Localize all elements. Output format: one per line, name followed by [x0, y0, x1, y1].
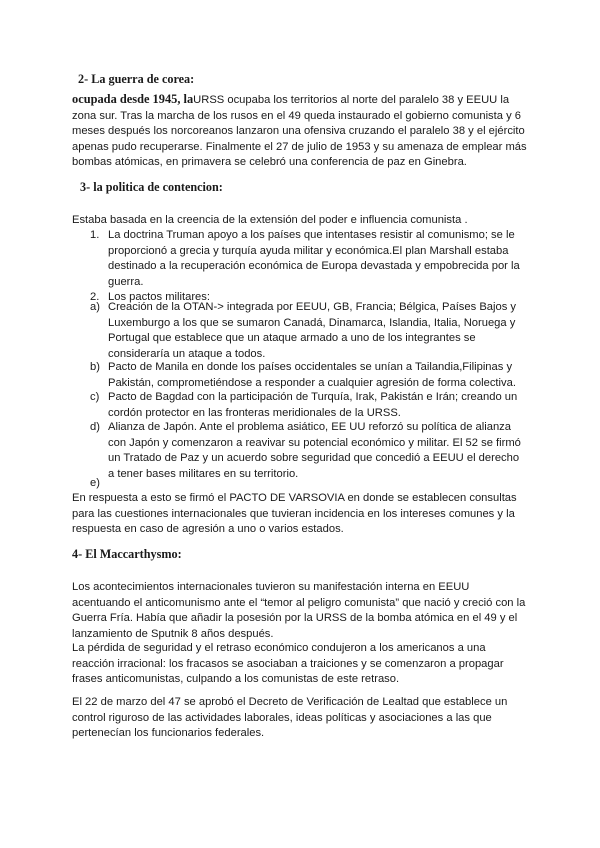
list-marker: a) — [90, 301, 100, 313]
list-marker: 1. — [90, 229, 100, 241]
section-heading-korea-war: 2- La guerra de corea: — [78, 72, 195, 86]
list-item-manila: Pacto de Manila en donde los países occidentales se unían a Tailandia,Filipinas y Pakistán, comprometiéndose a responder a cualquier agresión de forma colectiva. — [108, 361, 516, 389]
containment-intro: Estaba basada en la creencia de la extensión del poder e influencia comunista . — [72, 214, 468, 226]
korea-war-text: URSS ocupaba los territorios al norte del paralelo 38 y EEUU la zona sur. Tras la marcha de los rusos en el 49 queda instaurado el gobierno comunista y 6 meses después los norcoreanos lanzaron una ofensiva cruzando el paralelo 38 y el ejército apenas pudo recuperarse. Finalmente el 27 de julio de 1953 y su amenaza de emplear más bombas atómicas, en primavera se celebró una conferencia de paz en Ginebra. — [72, 94, 527, 169]
maccarthysmo-paragraph-1: Los acontecimientos internacionales tuvieron su manifestación interna en EEUU acentuando el anticomunismo ante el “temor al peligro comunista” que nació y creció con la Guerra Fría. Había que añadir la posesión por la URSS de la bomba atómica en el 49 y el lanzamiento de Sputnik 8 años después. — [72, 581, 526, 640]
list-marker: b) — [90, 361, 100, 373]
list-marker: 2. — [90, 291, 100, 303]
list-marker: d) — [90, 421, 100, 433]
korea-war-lead-bold: ocupada desde 1945, la — [72, 92, 194, 106]
maccarthysmo-paragraph-2: La pérdida de seguridad y el retraso económico condujeron a los americanos a una reacción irracional: los fracasos se asociaban a traiciones y se comenzaron a propagar frases anticomunistas, culpando a los comunistas de este retraso. — [72, 642, 504, 686]
list-item-military-pacts: Los pactos militares: — [108, 291, 210, 303]
korea-war-paragraph — [72, 92, 528, 171]
list-item-bagdad: Pacto de Bagdad con la participación de Turquía, Irak, Pakistán e Irán; creando un cordón protector en las fronteras meridionales de la URSS. — [108, 391, 518, 419]
maccarthysmo-paragraph-3: El 22 de marzo del 47 se aprobó el Decreto de Verificación de Lealtad que establece un control riguroso de las actividades laborales, ideas políticas y asociaciones a las que pertenecían los funcionarios federales. — [72, 696, 508, 740]
section-heading-containment-policy: 3- la politica de contencion: — [80, 180, 223, 194]
list-marker: e) — [90, 477, 100, 489]
list-item-truman: La doctrina Truman apoyo a los países que intentases resistir al comunismo; se le proporcionó a grecia y turquía ayuda militar y económica.El plan Marshall estaba destinado a la recuperación económica de Europa devastada y empobrecida por la guerra. — [108, 229, 520, 288]
list-marker: c) — [90, 391, 100, 403]
list-item-otan: Creación de la OTAN-> integrada por EEUU, GB, Francia; Bélgica, Países Bajos y Luxemburgo a los que se sumaron Canadá, Dinamarca, Islandia, Italia, Noruega y Portugal que establece que un ataque armado a uno de los integrantes se consideraría un ataque a todos. — [108, 301, 517, 360]
section-heading-maccarthysmo: 4- El Maccarthysmo: — [72, 547, 182, 561]
list-item-japan: Alianza de Japón. Ante el problema asiático, EE UU reforzó su política de alianza con Japón y comenzaron a reavivar su potencial económico y militar. El 52 se firmó un Tratado de Paz y un acuerdo sobre seguridad que concedió a EEUU el derecho a tener bases militares en su territorio. — [108, 421, 521, 480]
varsovia-paragraph: En respuesta a esto se firmó el PACTO DE VARSOVIA en donde se establecen consultas para las cuestiones internacionales que tuvieran incidencia en los intereses comunes y la respuesta en caso de agresión a uno o varios estados. — [72, 492, 517, 536]
